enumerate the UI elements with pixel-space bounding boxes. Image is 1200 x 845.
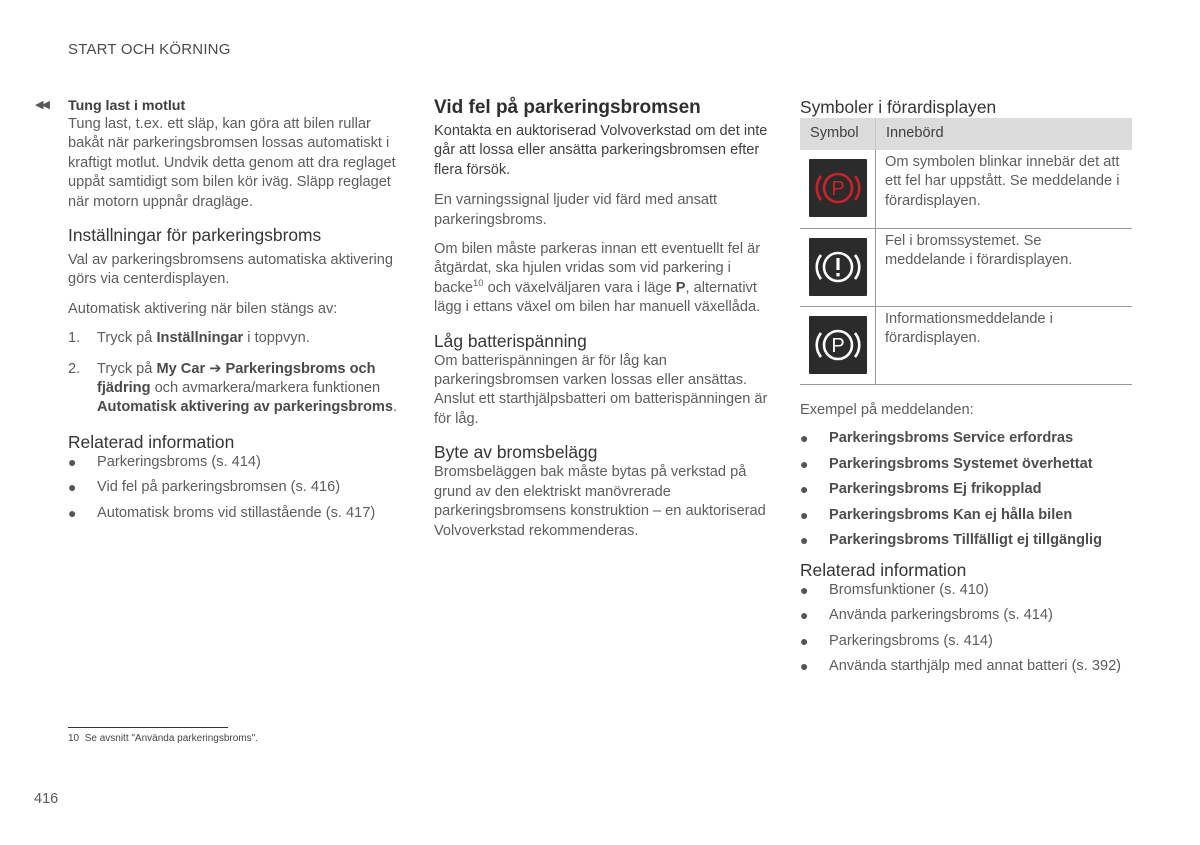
symbols-table <box>800 118 1132 385</box>
message-item: ● Parkeringsbroms Kan ej hålla bilen <box>800 506 1073 523</box>
footnote-number: 10 <box>68 733 80 744</box>
pads-heading: Byte av bromsbelägg <box>434 442 598 463</box>
parking-text-part: och växelväljaren vara i läge <box>483 279 676 296</box>
footnote-text: Se avsnitt "Använda parkeringsbroms". <box>84 733 258 744</box>
related-list-right <box>800 581 1132 677</box>
auto-activation-text: Automatisk aktivering när bilen stängs av: <box>68 300 338 317</box>
meaning-cell: Informationsmeddelande i förardisplayen. <box>876 306 1133 384</box>
page-header: START OCH KÖRNING <box>68 41 231 58</box>
heavy-load-text: Tung last, t.ex. ett släp, kan göra att bilen rullar bakåt när parkeringsbromsen lossas automatiskt i kraftigt motlut. Undvik detta genom att dra reglaget uppåt samtidigt som bilen kör iväg. Släpp reglaget när motorn uppnår dragläge. <box>68 116 396 210</box>
pads-text: Bromsbeläggen bak måste bytas på verkstad på grund av den elektriskt manövrerade parkeringsbromsens konstruktion – en auktoriserad Volvoverkstad rekommenderas. <box>434 464 766 539</box>
related-link[interactable]: ● Parkeringsbroms (s. 414) <box>68 453 261 470</box>
intro-text: Kontakta en auktoriserad Volvoverkstad om det inte går att lossa eller ansätta parkeringsbromsen efter flera försök. <box>434 123 768 178</box>
parking-text-part: Om bilen måste parkeras innan ett eventuellt fel är åtgärdat, ska hjulen vridas som vid parkering i backe <box>434 241 761 296</box>
heavy-load-heading: Tung last i motlut <box>68 98 186 114</box>
right-column <box>800 96 1132 683</box>
related-link[interactable]: ● Använda starthjälp med annat batteri (s. 392) <box>800 658 1122 675</box>
svg-text:P: P <box>831 334 845 357</box>
examples-label: Exempel på meddelanden: <box>800 401 974 418</box>
step-item <box>68 329 403 348</box>
related-link[interactable]: ● Vid fel på parkeringsbromsen (s. 416) <box>68 479 341 496</box>
message-item: ● Parkeringsbroms Tillfälligt ej tillgänglig <box>800 532 1103 549</box>
step-text: Tryck på <box>97 360 157 377</box>
related-list <box>68 453 403 524</box>
parking-brake-menu-ref: Parkeringsbroms och fjädring <box>97 360 376 397</box>
meaning-cell: Om symbolen blinkar innebär det att ett fel har uppstått. Se meddelande i förardisplayen. <box>876 150 1133 228</box>
related-link[interactable]: ● Bromsfunktioner (s. 410) <box>800 581 989 598</box>
back-arrows-icon[interactable]: ◀◀ <box>35 99 48 111</box>
svg-text:P: P <box>831 178 845 200</box>
table-row <box>800 306 1132 384</box>
page-number: 416 <box>34 791 59 807</box>
related-heading-right: Relaterad information <box>800 559 967 580</box>
parking-text <box>434 240 769 318</box>
meaning-column-header: Innebörd <box>876 118 1133 150</box>
steps-list <box>68 329 403 418</box>
related-link[interactable]: ● Använda parkeringsbroms (s. 414) <box>800 607 1053 624</box>
footnote-divider <box>68 727 228 728</box>
step-number: 2. <box>68 360 81 377</box>
step-text: och avmarkera/markera funktionen <box>150 380 381 397</box>
step-item <box>68 360 403 418</box>
settings-text: Val av parkeringsbromsens automatiska aktivering görs via centerdisplayen. <box>68 252 393 288</box>
my-car-menu-ref: My Car <box>156 360 206 377</box>
symbol-column-header: Symbol <box>800 118 876 150</box>
left-column <box>68 96 403 530</box>
settings-heading: Inställningar för parkeringsbroms <box>68 225 322 246</box>
step-text: Tryck på <box>97 330 157 347</box>
footnote <box>68 733 258 744</box>
parking-brake-red-icon <box>809 159 867 217</box>
message-item: ● Parkeringsbroms Ej frikopplad <box>800 481 1042 498</box>
arrow-right-icon: ➔ <box>209 360 222 377</box>
auto-activation-ref: Automatisk aktivering av parkeringsbroms <box>97 399 394 416</box>
battery-heading: Låg batterispänning <box>434 330 587 351</box>
parking-brake-white-icon <box>809 316 867 374</box>
message-item: ● Parkeringsbroms Systemet överhettat <box>800 455 1093 472</box>
step-text: . <box>393 399 398 416</box>
related-heading: Relaterad information <box>68 431 235 452</box>
brake-system-warning-icon <box>809 238 867 296</box>
message-item: ● Parkeringsbroms Service erfordras <box>800 429 1074 446</box>
middle-column <box>434 96 769 541</box>
parking-text-part: , alternativt lägg i ettans växel om bilen har manuell växellåda. <box>434 279 761 316</box>
symbols-heading: Symboler i förardisplayen <box>800 97 997 117</box>
gear-p-ref: P <box>675 279 686 296</box>
table-row <box>800 228 1132 306</box>
section-title: Vid fel på parkeringsbromsen <box>434 97 701 118</box>
related-link[interactable]: ● Parkeringsbroms (s. 414) <box>800 632 993 649</box>
settings-menu-ref: Inställningar <box>156 330 244 347</box>
warning-text: En varningssignal ljuder vid färd med ansatt parkeringsbroms. <box>434 192 718 228</box>
meaning-cell: Fel i bromssystemet. Se meddelande i förardisplayen. <box>876 228 1133 306</box>
step-text: i toppvyn. <box>243 330 310 347</box>
related-link[interactable]: ● Automatisk broms vid stillastående (s. 417) <box>68 505 376 522</box>
battery-text: Om batterispänningen är för låg kan parkeringsbromsen varken lossas eller ansättas. Anslut ett starthjälpsbatteri om batterispänningen är för låg. <box>434 352 768 427</box>
footnote-ref[interactable]: 10 <box>472 277 484 289</box>
table-row <box>800 150 1132 228</box>
step-number: 1. <box>68 330 81 347</box>
messages-list <box>800 429 1132 551</box>
